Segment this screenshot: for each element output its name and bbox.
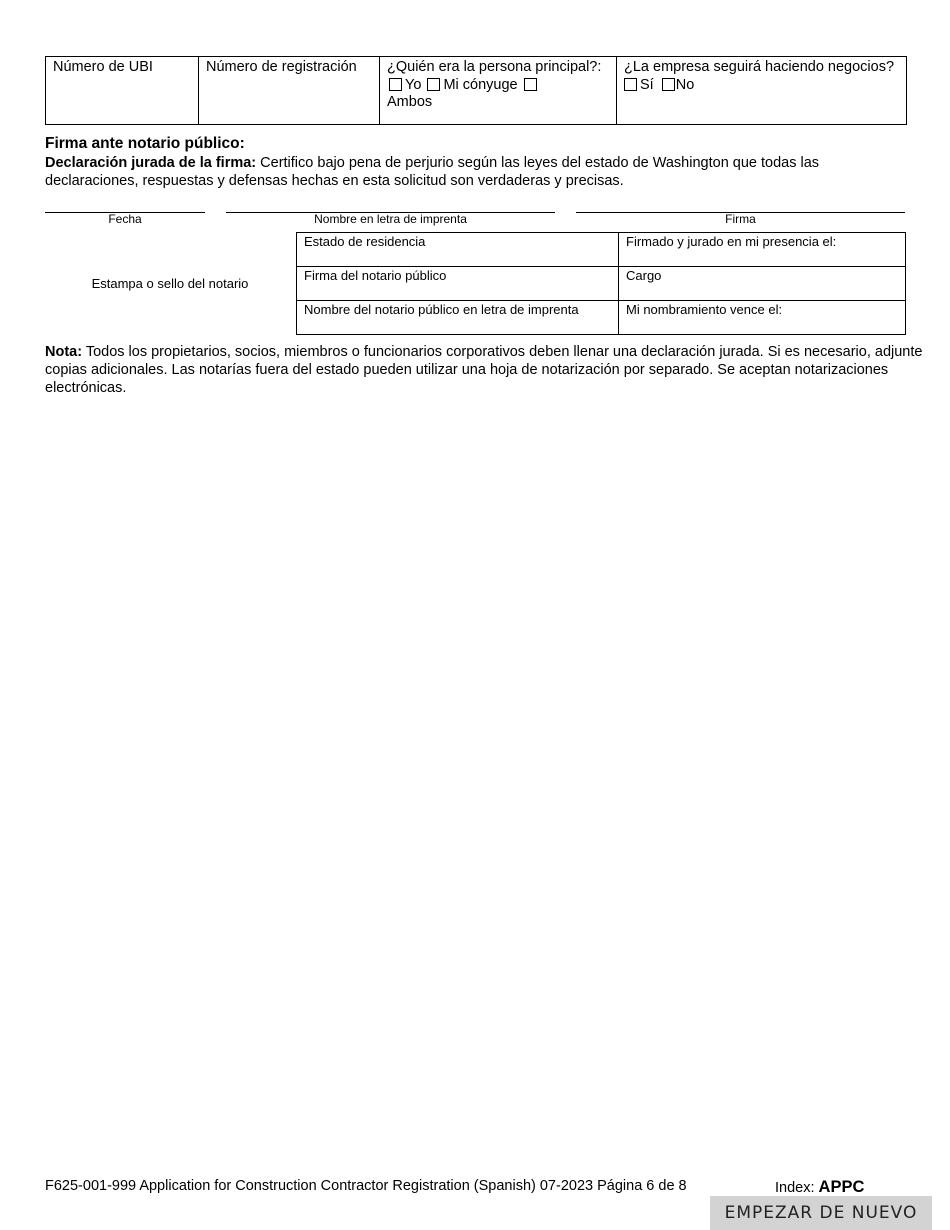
notary-heading: Firma ante notario público: bbox=[45, 135, 245, 152]
notary-printed-name-cell[interactable] bbox=[297, 301, 619, 335]
business-yes-label: Sí bbox=[640, 76, 654, 93]
note-text: Todos los propietarios, socios, miembros o funcionarios corporativos deben llenar una declaración jurada. Si es necesario, adjunte copias adicionales. Las notarías fuera del estado pueden utilizar una hoja de notarización por separado. Se aceptan notarizaciones electrónicas. bbox=[45, 344, 923, 396]
business-continue-question: ¿La empresa seguirá haciendo negocios? bbox=[624, 59, 895, 75]
declaration-label: Declaración jurada de la firma: bbox=[45, 155, 257, 171]
sworn-date-label: Firmado y jurado en mi presencia el: bbox=[626, 234, 837, 249]
business-yes-checkbox[interactable] bbox=[624, 78, 637, 91]
business-no-checkbox[interactable] bbox=[662, 78, 675, 91]
index-value: APPC bbox=[818, 1178, 865, 1196]
notary-signature-cell[interactable] bbox=[297, 267, 619, 301]
principal-yo-label: Yo bbox=[405, 76, 422, 93]
sworn-declaration bbox=[45, 154, 915, 190]
signature-label: Firma bbox=[725, 212, 756, 226]
notary-seal-label: Estampa o sello del notario bbox=[91, 276, 249, 291]
principal-both-label: Ambos bbox=[387, 94, 433, 110]
business-continue-cell bbox=[617, 57, 907, 125]
sworn-date-cell[interactable] bbox=[619, 233, 906, 267]
notary-signature-label: Firma del notario público bbox=[304, 268, 447, 283]
registration-number-cell[interactable] bbox=[199, 57, 380, 125]
business-no-label: No bbox=[675, 76, 695, 93]
notary-printed-name-label: Nombre del notario público en letra de imprenta bbox=[304, 302, 579, 317]
page-footer bbox=[45, 1178, 865, 1196]
date-label: Fecha bbox=[108, 212, 142, 226]
start-over-button[interactable]: EMPEZAR DE NUEVO bbox=[710, 1196, 932, 1230]
principal-person-question: ¿Quién era la persona principal?: bbox=[387, 59, 602, 75]
appointment-expires-label: Mi nombramiento vence el: bbox=[626, 302, 783, 317]
principal-spouse-label: Mi cónyuge bbox=[443, 76, 518, 93]
notary-table bbox=[296, 232, 906, 335]
index-code bbox=[775, 1178, 864, 1197]
appointment-expires-cell[interactable] bbox=[619, 301, 906, 335]
notary-title-cell[interactable] bbox=[619, 267, 906, 301]
residence-state-cell[interactable] bbox=[297, 233, 619, 267]
note-paragraph bbox=[45, 343, 925, 397]
registration-number-label: Número de registración bbox=[206, 59, 357, 75]
principal-person-cell bbox=[380, 57, 617, 125]
declaration-text: Certifico bajo pena de perjurio según las leyes del estado de Washington que todas las declaraciones, respuestas y defensas hechas en esta solicitud son verdaderas y precisas. bbox=[45, 155, 820, 189]
printed-name-label: Nombre en letra de imprenta bbox=[314, 212, 467, 226]
index-label: Index: bbox=[775, 1180, 819, 1196]
form-footer-text: F625-001-999 Application for Construction Contractor Registration (Spanish) 07-2023 Página 6 de 8 bbox=[45, 1178, 687, 1194]
principal-both-checkbox[interactable] bbox=[524, 78, 537, 91]
note-label: Nota: bbox=[45, 344, 83, 360]
ubi-number-cell[interactable] bbox=[46, 57, 199, 125]
ubi-number-label: Número de UBI bbox=[53, 59, 153, 75]
principal-yo-checkbox[interactable] bbox=[389, 78, 402, 91]
principal-spouse-checkbox[interactable] bbox=[427, 78, 440, 91]
notary-title-label: Cargo bbox=[626, 268, 662, 283]
residence-state-label: Estado de residencia bbox=[304, 234, 426, 249]
owner-info-table bbox=[45, 56, 907, 125]
